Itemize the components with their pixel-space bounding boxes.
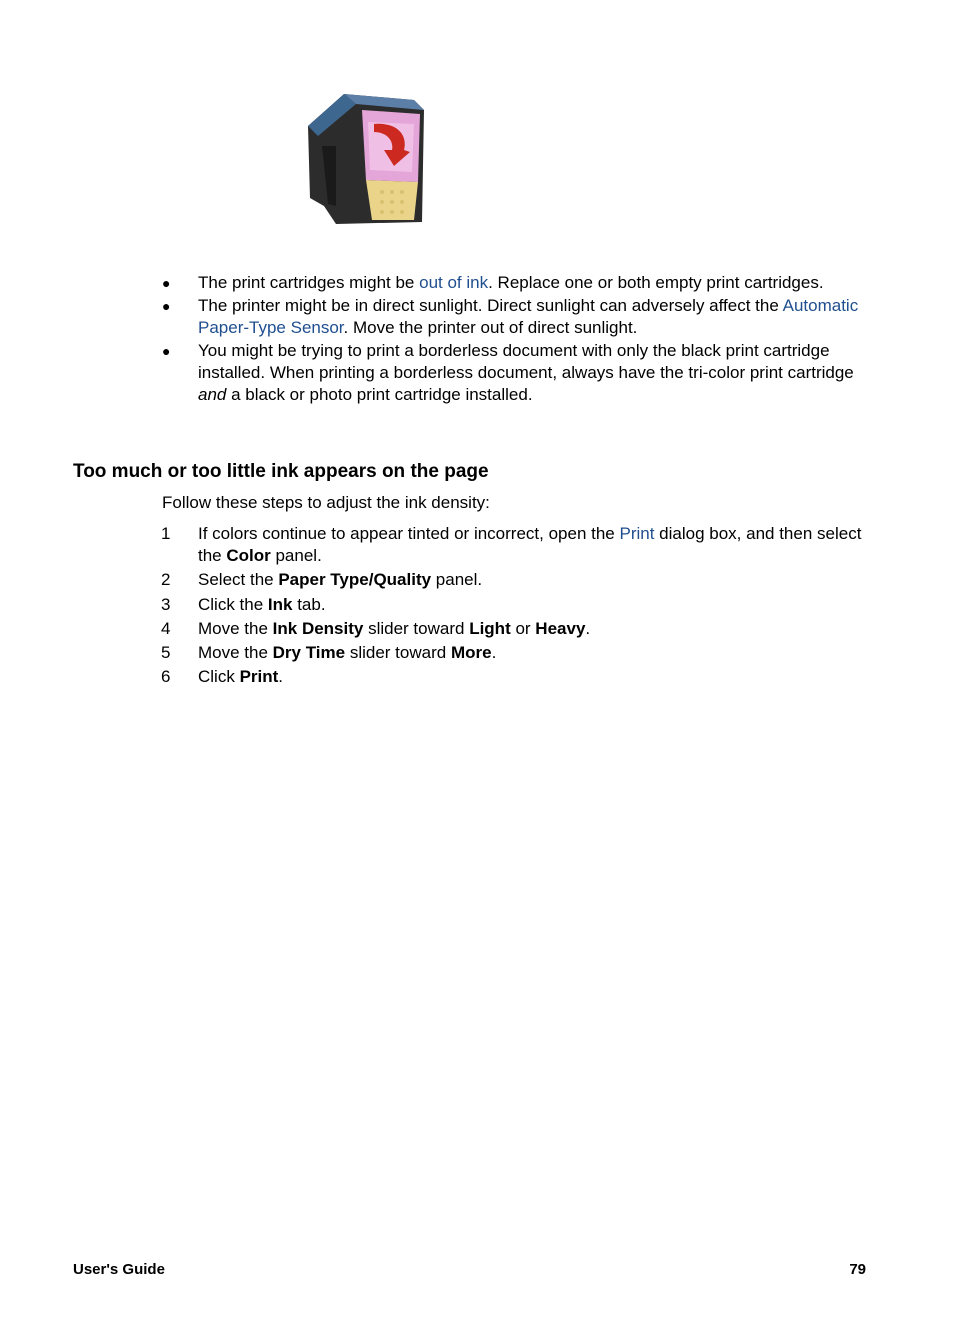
step-number: 4 xyxy=(161,618,171,638)
steps-list xyxy=(160,523,880,691)
out-of-ink-link[interactable]: out of ink xyxy=(419,273,489,292)
section-title: Too much or too little ink appears on the page xyxy=(73,461,489,482)
step-number: 1 xyxy=(161,524,171,543)
list-item: ● The printer might be in direct sunlight. Direct sunlight can adversely affect the Automatic Paper-Type Sensor. Move the printer out of direct sunlight. xyxy=(162,296,859,337)
bullet-list xyxy=(160,272,880,407)
list-item: ● You might be trying to print a borderless document with only the black print cartridge installed. When printing a borderless document, always have the tri-color print cartridge and a black or photo print cartridge installed. xyxy=(162,341,854,404)
page-footer xyxy=(73,1259,866,1281)
bullet-icon: ● xyxy=(162,275,171,291)
footer-guide-title: User's Guide xyxy=(73,1261,165,1278)
step-item: 5 Move the Dry Time slider toward More. xyxy=(161,643,497,663)
step-item: 4 Move the Ink Density slider toward Light or Heavy. xyxy=(161,618,591,638)
bullet-icon: ● xyxy=(162,343,171,359)
intro-text: Follow these steps to adjust the ink density: xyxy=(162,493,490,512)
bullet-icon: ● xyxy=(162,298,171,314)
page-number: 79 xyxy=(849,1261,866,1278)
step-number: 6 xyxy=(161,667,171,687)
step-number: 3 xyxy=(161,594,171,614)
print-cartridge-icon xyxy=(296,86,436,232)
print-link[interactable]: Print xyxy=(619,524,655,543)
step-number: 5 xyxy=(161,643,171,663)
step-number: 2 xyxy=(161,570,171,590)
list-item: ● The print cartridges might be out of ink. Replace one or both empty print cartridges. xyxy=(162,273,824,292)
step-item: 6 Click Print. xyxy=(161,667,284,687)
step-item: 3 Click the Ink tab. xyxy=(161,594,326,614)
automatic-paper-type-sensor-link[interactable]: Automatic Paper-Type Sensor xyxy=(198,296,859,337)
step-item: 1 If colors continue to appear tinted or incorrect, open the Print dialog box, and then select the Color panel. xyxy=(161,524,862,565)
step-item: 2 Select the Paper Type/Quality panel. xyxy=(161,570,483,590)
